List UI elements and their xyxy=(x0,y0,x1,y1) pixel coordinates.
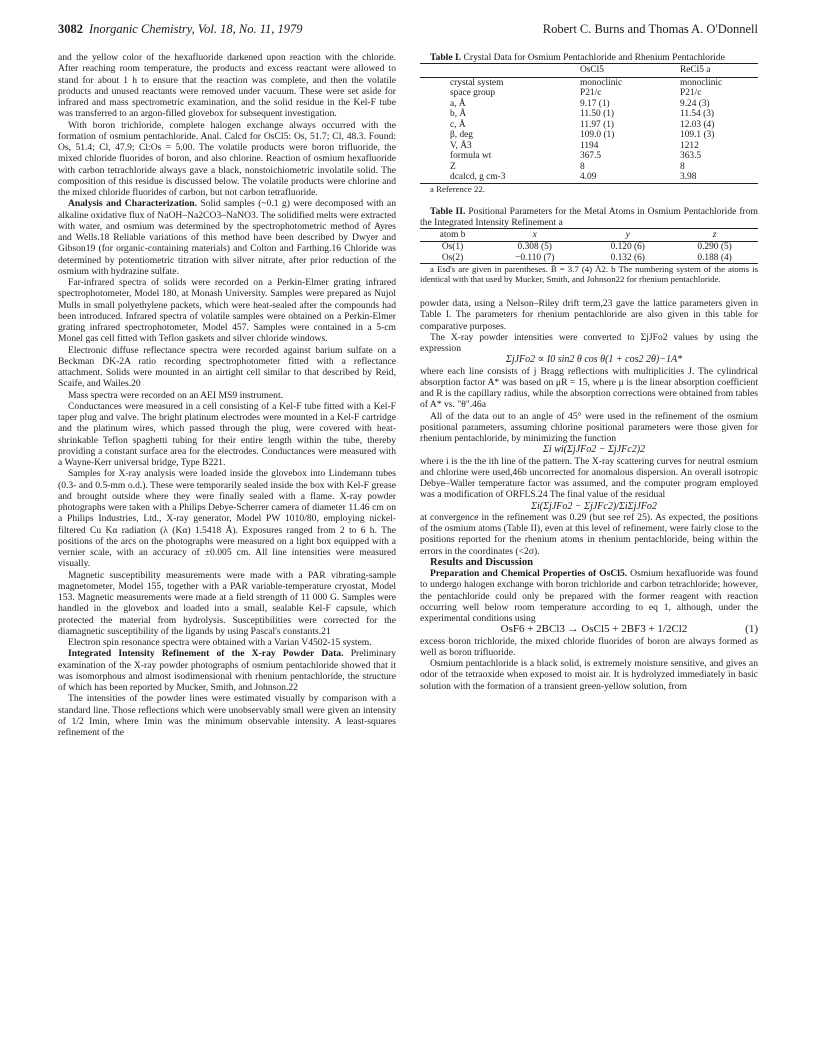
table-footnote: a Esd's are given in parentheses. B̄ = 3.7 (4) Å2. b The numbering system of the atoms is identical with that used by Mucker, Smith, and Johnson22 for rhenium pentachloride. xyxy=(420,264,758,284)
table-cell: 9.17 (1) xyxy=(580,98,610,109)
table-row xyxy=(420,253,758,264)
table-row xyxy=(420,162,758,173)
table-cell: monoclinic xyxy=(680,77,723,88)
paragraph: Magnetic susceptibility measurements were made with a PAR vibrating-sample magnetometer, Model 155, together with a PAR variable-temperature cryostat, Model 153. Magnetic measurements were made at a field strength of 11 000 G. Samples were handled in the glovebox and loaded into a small, sealable Kel-F capsule, which protected the material from hydrolysis. Susceptibilities were corrected for the diamagnetic susceptibility of the ligands by using Pascal's constants.21 xyxy=(58,569,396,637)
table-cell: 109.0 (1) xyxy=(580,130,615,140)
table-cell: Os(2) xyxy=(441,252,464,263)
paragraph-text: Solid samples (~0.1 g) were decomposed with an alkaline oxidative flux of NaOH–Na2CO3–NaNO3. The solidified melts were extracted with water, and osmium was determined by the spectrophotometric method of Ayres and Wells.18 Reliable variations of this method have been described by Dwyer and Gibson19 (for organic-containing materials) and Colton and Farthing.16 Chloride was determined by potentiometric titration with silver nitrate, after prior reduction of the osmium with hydrazine sulfate. xyxy=(58,198,396,277)
table-cell: Os(1) xyxy=(441,242,464,252)
table-row xyxy=(420,99,758,110)
table-cell: monoclinic xyxy=(580,77,623,88)
table-cell: 0.132 (6) xyxy=(610,252,645,263)
table-cell: 0.120 (6) xyxy=(610,242,645,252)
table-header-cell: x xyxy=(532,229,537,240)
paragraph: The intensities of the powder lines were estimated visually by comparison with a standard line. Those reflections which were unobservably small were given an intensity of 1/2 Imin, where Imin was the minimum observable intensity. A least-squares refinement of the xyxy=(58,693,396,738)
table-row xyxy=(420,109,758,120)
paragraph: powder data, using a Nelson–Riley drift term,23 gave the lattice parameters given in Table I. The parameters for rhenium pentachloride are also given in this table for comparative purposes. xyxy=(420,298,758,332)
paragraph-heading: Preparation and Chemical Properties of OsCl5. xyxy=(430,568,628,579)
table-row xyxy=(420,120,758,131)
paragraph-text: Preliminary examination of the X-ray powder photographs of osmium pentachloride showed that it was isomorphous and almost isodimensional with rhenium pentachloride, the structure of which has been reported by Mucker, Smith, and Johnson.22 xyxy=(58,648,396,693)
table-label: Table I. xyxy=(430,52,462,63)
right-column xyxy=(420,52,758,692)
equation: Σi wi(ΣjJFo2 − ΣjJFc2)2 xyxy=(542,444,646,456)
table-cell: c, Å xyxy=(450,119,466,130)
authors: Robert C. Burns and Thomas A. O'Donnell xyxy=(542,22,758,36)
paragraph-heading: Integrated Intensity Refinement of the X-ray Powder Data. xyxy=(68,648,344,660)
table-cell: 1212 xyxy=(680,140,699,151)
table-header-cell: atom b xyxy=(439,229,466,240)
table-cell: a, Å xyxy=(450,98,466,109)
running-header xyxy=(58,22,758,40)
table-body xyxy=(420,242,758,264)
journal-citation: Inorganic Chemistry, Vol. 18, No. 11, 1979 xyxy=(89,22,303,36)
table-header-cell xyxy=(420,64,580,78)
table-footnote: a Reference 22. xyxy=(430,183,485,194)
equation: Σi(ΣjJFo2 − ΣjJFc2)/ΣiΣjJFo2 xyxy=(531,500,657,512)
table-cell: space group xyxy=(450,88,496,98)
paragraph xyxy=(58,648,396,693)
table-cell: 109.1 (3) xyxy=(680,130,715,140)
paragraph xyxy=(58,198,396,277)
table-cell: 1194 xyxy=(580,140,599,151)
table-cell: b, Å xyxy=(450,109,467,119)
crystal-data-table xyxy=(420,63,758,184)
table-title: Positional Parameters for the Metal Atoms in Osmium Pentachloride from the Integrated Intensity Refinement a xyxy=(420,205,758,228)
table-cell: 363.5 xyxy=(680,151,702,161)
table-cell: 8 xyxy=(580,161,585,172)
equation-number: (1) xyxy=(745,623,758,636)
positional-parameters-table xyxy=(420,228,758,265)
table-cell: 367.5 xyxy=(580,151,602,161)
table-cell: 0.188 (4) xyxy=(697,252,732,263)
paragraph: and the yellow color of the hexafluoride darkened upon reaction with the chloride. After reaching room temperature, the products and excess reactant were allowed to stand for about 1 h to ensure that the reaction was complete, and then the volatile products and unused reactants were removed under vacuum. These were set aside for infrared and mass spectrometric examination, and the solid residue in the Kel-F tube was transferred to an argon-filled glovebox for subsequent investigation. xyxy=(58,52,396,120)
page-number: 3082 xyxy=(58,22,83,36)
table-header-cell: y xyxy=(625,229,630,240)
table-caption xyxy=(420,52,758,63)
table-cell: P21/c xyxy=(680,88,702,98)
table-row xyxy=(420,88,758,99)
table-cell: 12.03 (4) xyxy=(680,119,715,130)
paragraph: Far-infrared spectra of solids were recorded on a Perkin-Elmer grating infrared spectrophotometer, Model 180, at Monash University. Samples were prepared as Nujol Mulls in small polyethylene packets, which were heat-sealed after the compounds had been introduced. Infrared spectra of volatile samples were obtained on a Perkin-Elmer grating infrared spectrophotometer, Model 457. Samples were contained in a 5-cm Monel gas cell fitted with Teflon gaskets and silver chloride windows. xyxy=(58,277,396,345)
table-row xyxy=(420,130,758,141)
table-cell: formula wt xyxy=(450,151,492,161)
paragraph xyxy=(420,568,758,624)
paragraph: where each line consists of j Bragg reflections with multiplicities J. The cylindrical absorption factor A* was based on μR = 15, where μ is the linear absorption coefficient and R is the capillary radius, while the absorption corrections were obtained from tables of A* vs. "θ".46a xyxy=(420,365,758,411)
paragraph: Conductances were measured in a cell consisting of a Kel-F tube fitted with a Kel-F taper plug and valve. The bright platinum electrodes were mounted in a Kel-F cartridge and the platinum wires, which passed through the plug, were covered with heat-shrinkable Teflon spaghetti tubing for their entire length within the tube, thereby providing a constant surface area for the electrodes. Conductances were measured with a Wayne-Kerr universal bridge, Type B221. xyxy=(58,400,396,468)
table-label: Table II. xyxy=(430,205,466,217)
paragraph: Mass spectra were recorded on an AEI MS9 instrument. xyxy=(68,389,284,401)
paragraph: excess boron trichloride, the mixed chloride fluorides of boron are always formed as well as boron trifluoride. xyxy=(420,635,758,658)
equation: ΣjJFo2 ∝ I0 sin2 θ cos θ(1 + cos2 2θ)−1A* xyxy=(505,354,683,366)
section-heading: Results and Discussion xyxy=(430,556,534,568)
table-cell: 0.308 (5) xyxy=(517,242,552,252)
paragraph: With boron trichloride, complete halogen exchange always occurred with the formation of osmium pentachloride. Anal. Calcd for OsCl5: Os, 51.7; Cl, 48.3. Found: Os, 51.4; Cl, 47.9; Cl:Os = 5.00. The volatile products were boron trifluoride, the mixed chloride fluorides of boron, and also chlorine. Reaction of osmium hexafluoride with carbon tetrachloride always gave a black, nonstoichiometric involatile solid. The composition of this residue is discussed below. The volatile products were chlorine and the mixed chloride fluorides of carbon, but not carbon tetrafluoride. xyxy=(58,119,396,198)
table-cell: Z xyxy=(450,161,456,172)
table-header-cell: OsCl5 xyxy=(580,65,604,75)
paragraph: where i is the the ith line of the pattern. The X-ray scattering curves for neutral osmium and chlorine were used,46b uncorrected for anomalous dispersion. An overall isotropic Debye–Waller temperature factor was assumed, and the computer program employed was a modification of ORFLS.24 The final value of the residual xyxy=(420,455,758,501)
table-cell: dcalcd, g cm-3 xyxy=(450,172,506,182)
table-cell: β, deg xyxy=(450,130,473,140)
table-body xyxy=(420,77,758,183)
table-cell: crystal system xyxy=(450,77,504,88)
table-cell: 8 xyxy=(680,161,685,172)
table-cell: 9.24 (3) xyxy=(680,98,710,109)
table-header-cell: z xyxy=(712,229,717,240)
table-cell: 0.290 (5) xyxy=(697,242,732,252)
table-caption xyxy=(420,206,758,228)
table-cell: 11.97 (1) xyxy=(580,119,615,130)
left-column xyxy=(58,52,396,738)
table-row xyxy=(420,242,758,253)
table-row xyxy=(420,141,758,152)
table-cell: V, Å3 xyxy=(450,140,472,151)
paragraph: The X-ray powder intensities were converted to ΣjJFo2 values by using the expression xyxy=(420,331,758,354)
table-header-cell: ReCl5 a xyxy=(680,65,711,75)
paragraph-text: Osmium hexafluoride was found to undergo halogen exchange with boron trichloride and carbon tetrachloride; however, the pentachloride could only be prepared with the former reagent with reaction occurring well below room temperature according to eq 1, although, under the experimental conditions using xyxy=(420,568,758,624)
table-cell: −0.110 (7) xyxy=(515,252,555,263)
table-row xyxy=(420,151,758,162)
table-title: Crystal Data for Osmium Pentachloride and Rhenium Pentachloride xyxy=(463,52,725,63)
paragraph: Osmium pentachloride is a black solid, is extremely moisture sensitive, and gives an odor of the tetraoxide when exposed to moist air. It is hydrolyzed immediately in basic solution with the formation of a transient green-yellow solution, from xyxy=(420,658,758,692)
table-cell: 11.54 (3) xyxy=(680,109,715,119)
numbered-equation xyxy=(420,624,758,635)
table-cell: 4.09 xyxy=(580,172,597,182)
table-cell: 11.50 (1) xyxy=(580,109,615,119)
equation-text: OsF6 + 2BCl3 → OsCl5 + 2BF3 + 1/2Cl2 xyxy=(500,623,688,636)
table-row xyxy=(420,172,758,183)
paragraph: Samples for X-ray analysis were loaded inside the glovebox into Lindemann tubes (0.3- and 0.5-mm o.d.). These were temporarily sealed inside the box with Kel-F grease and brought outside where they were finally sealed with a flame. X-ray powder photographs were taken with a Philips Debye-Scherrer camera of diameter 11.46 cm on a Philips Industries, Ltd., X-ray generator, Model PW 1010/80, employing nickel-filtered Cu Kα radiation (λ (Kα) 1.5418 Å). Exposures ranged from 2 to 6 h. The positions of the arcs on the photographs were measured on a light box equipped with a vernier scale, with an accuracy of ±0.005 cm. All line intensities were measured visually. xyxy=(58,468,396,570)
paragraph-heading: Analysis and Characterization. xyxy=(68,198,198,210)
paragraph: All of the data out to an angle of 45° were used in the refinement of the osmium positional parameters, assuming chlorine positional parameters were those given for rhenium pentachloride, by minimizing the function xyxy=(420,410,758,444)
paragraph: Electron spin resonance spectra were obtained with a Varian V4502-15 system. xyxy=(68,637,372,648)
table-cell: 3.98 xyxy=(680,172,697,182)
paragraph: Electronic diffuse reflectance spectra were recorded against barium sulfate on a Beckman DK-2A ratio recording spectrophotometer fitted with a reflectance attachment. Solids were mounted in an airtight cell similar to that described by Reid, Scaife, and Wailes.20 xyxy=(58,344,396,390)
table-row xyxy=(420,77,758,88)
paragraph: at convergence in the refinement was 0.29 (but see ref 25). As expected, the positions of the osmium atoms (Table II), even at this level of refinement, were fairly close to the positions reported for the rhenium atoms in rhenium pentachloride, being within the errors in the coordinates (<2σ). xyxy=(420,511,758,557)
table-cell: P21/c xyxy=(580,88,602,98)
